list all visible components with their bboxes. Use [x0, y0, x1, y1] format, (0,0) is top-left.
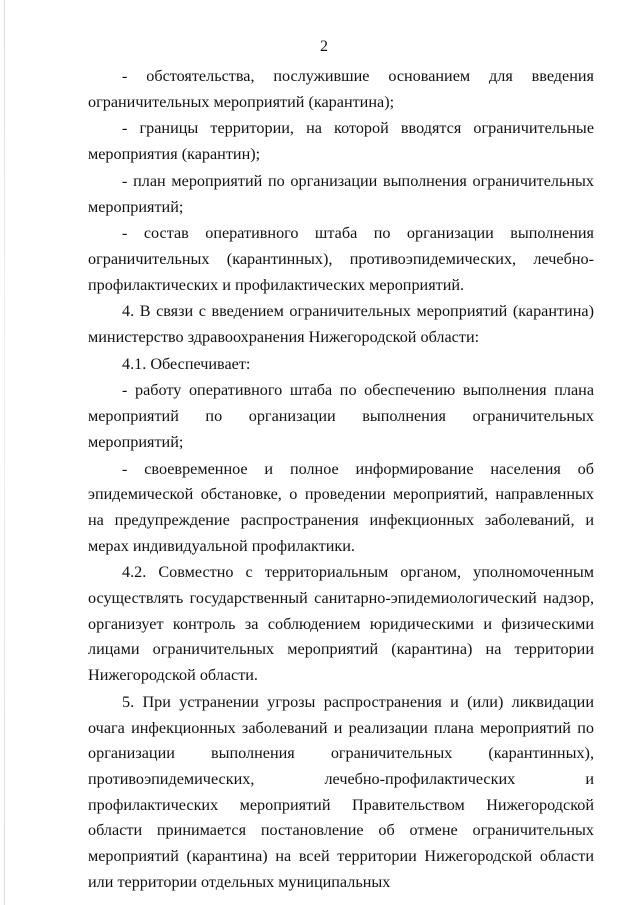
- paragraph-section-5: 5. При устранении угрозы распространения и (или) ликвидации очага инфекционных заболеваний и реализации плана мероприятий по организации выполнения ограничительных (карантинных), противоэпидемических, лечебно-профилактических и профилактических мероприятий Правительством Нижегородской области принимается постановление об отмене ограничительных мероприятий (карантина) на всей территории Нижегородской области или территории отдельных муниципальных: [88, 692, 594, 891]
- paragraph-section-4-2: 4.2. Совместно с территориальным органом, уполномоченным осуществлять государственный санитарно-эпидемиологический надзор, организует контроль за соблюдением юридическими и физическими лицами ограничительных мероприятий (карантина) на территории Нижегородской области.: [88, 563, 594, 685]
- paragraph-circumstances: - обстоятельства, послужившие основанием для введения ограничительных мероприятий (карантина);: [88, 67, 594, 111]
- paragraph-informing-population: - своевременное и полное информирование населения об эпидемической обстановке, о проведении мероприятий, направленных на предупреждение распространения инфекционных заболеваний, и мерах индивидуальной профилактики.: [88, 459, 594, 555]
- page-number: 2: [320, 38, 328, 55]
- paragraph-section-4: 4. В связи с введением ограничительных мероприятий (карантина) министерство здравоохранения Нижегородской области:: [88, 302, 594, 347]
- page-edge-shadow: [4, 0, 5, 905]
- paragraph-staff-work: - работу оперативного штаба по обеспечению выполнения плана мероприятий по организации выполнения ограничительных мероприятий;: [88, 381, 594, 451]
- paragraph-section-4-1: 4.1. Обеспечивает:: [122, 354, 251, 373]
- document-body: [88, 64, 594, 896]
- paragraph-measures-plan: - план мероприятий по организации выполнения ограничительных мероприятий;: [88, 171, 594, 216]
- paragraph-operational-staff: - состав оперативного штаба по организации выполнения ограничительных (карантинных), противоэпидемических, лечебно-профилактических и профилактических мероприятий.: [88, 224, 594, 294]
- paragraph-territory-borders: - границы территории, на которой вводятся ограничительные мероприятия (карантин);: [88, 119, 594, 164]
